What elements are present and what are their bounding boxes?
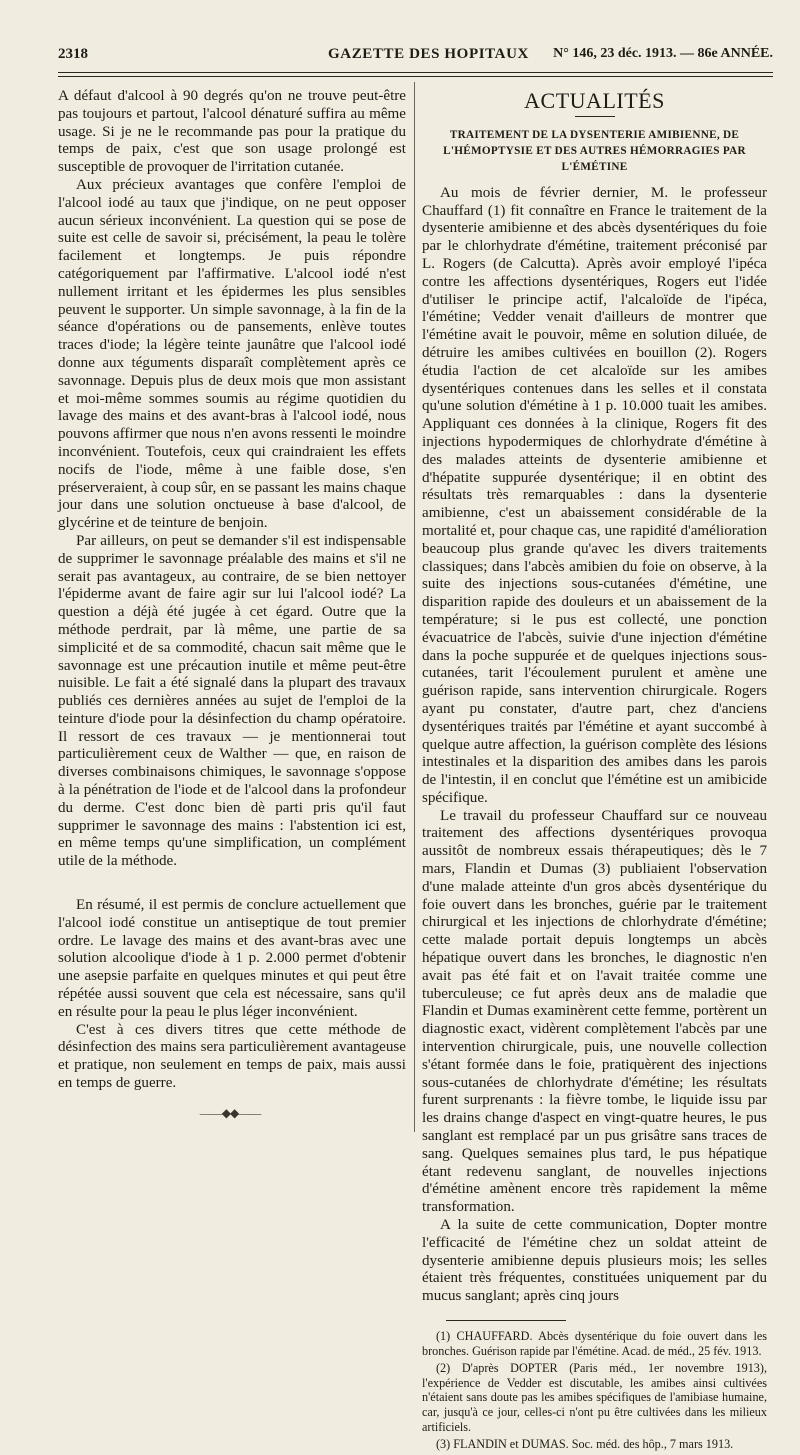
page-header — [58, 46, 773, 68]
paragraph: En résumé, il est permis de conclure actuellement que l'alcool iodé constitue un antiseptique de tout premier ordre. Le lavage des mains et des avant-bras avec une solution alcoolique d'iode à 1 p. 2.000 permet d'obtenir une asepsie parfaite en quelques minutes et qui peut être répétée aussi souvent que cela est nécessaire, sans qu'il en résulte pour la peau le plus léger inconvénient. — [58, 897, 406, 1020]
footnotes-rule — [446, 1320, 566, 1321]
paragraph: A défaut d'alcool à 90 degrés qu'on ne trouve peut-être pas toujours et partout, l'alcool dénaturé suffira au même usage. Si je ne le recommande pas pour la pratique du temps de paix, c'est que son usage prolongé est susceptible de provoquer de l'irritation cutanée. — [58, 88, 406, 176]
footnote: (1) CHAUFFARD. Abcès dysentérique du foie ouvert dans les bronches. Guérison rapide par l'émétine. Acad. de méd., 25 fév. 1913. — [422, 1329, 767, 1358]
left-column — [58, 88, 406, 1093]
section-title: ACTUALITÉS — [524, 88, 665, 113]
journal-title: GAZETTE DES HOPITAUX — [328, 46, 529, 62]
paragraph: Aux précieux avantages que confère l'emploi de l'alcool iodé au taux que j'indique, on ne peut opposer aucun sérieux inconvénient. La question qui se pose de suite est celle de savoir si, précisément, la peau le tolère facilement et longtemps. Je puis répondre catégoriquement par l'affirmative. L'alcool iodé n'est nullement irritant et les épidermes les plus sensibles peuvent le supporter. Un simple savonnage, à la fin de la séance d'opérations ou de pansements, enlève toutes traces d'iode; la légère teinte jaunâtre que l'alcool iodé donne aux téguments disparaît complètement après ce savonnage. Depuis plus de deux mois que mon assistant et moi-même sommes soumis au régime quotidien du lavage des mains et des avant-bras à l'alcool iodé, nous pouvons affirmer que nous n'en avons ressenti le moindre inconvénient. Toutefois, ceux qui craindraient les effets nocifs de l'iode, même à une faible dose, s'en préserveraient, à coup sûr, en se passant les mains chaque jour dans une solution onctueuse à base d'alcool, de glycérine et de teinture de benjoin. — [58, 176, 406, 532]
header-rule — [58, 72, 773, 73]
header-rule-double — [58, 76, 773, 77]
right-column — [422, 88, 767, 1455]
paragraph: Le travail du professeur Chauffard sur ce nouveau traitement des affections dysentériques provoqua aussitôt de nombreux essais thérapeutiques; dès le 7 mars, Flandin et Dumas (3) publiaient l'observation d'une malade atteinte d'un gros abcès dysentérique du foie ouvert dans les bronches, guérie par le traitement chirurgical et les injections de chlorhydrate d'émétine; cette malade portait depuis longtemps un abcès hépatique ouvert dans les bronches, le diagnostic n'en avait pas été fait et on l'avait traitée comme une tuberculeuse; ce fut après deux ans de maladie que Flandin et Dumas examinèrent cette femme, portèrent un diagnostic exact, vidèrent complètement l'abcès par une intervention chirurgicale, puis, une nouvelle collection s'étant formée dans le foie, pratiquèrent des injections sous-cutanées de chlorhydrate d'émétine; les résultats furent surprenants : la fièvre tombe, le liquide issu par les drains change d'aspect en vingt-quatre heures, le pus sanglant est remplacé par un pus grisâtre sans traces de sang. Quelques semaines plus tard, le pus hépatique étant redevenu sanglant, de nouvelles injections d'émétine amènent encore très rapidement la même transformation. — [422, 807, 767, 1216]
footnote: (3) FLANDIN et DUMAS. Soc. méd. des hôp., 7 mars 1913. — [436, 1437, 734, 1452]
footnotes — [422, 1329, 767, 1452]
paragraph: Au mois de février dernier, M. le professeur Chauffard (1) fit connaître en France le traitement de la dysenterie amibienne et des abcès dysentériques du foie par le chlorhydrate d'émétine, traitement préconisé par L. Rogers (de Calcutta). Après avoir employé l'ipéca contre les affections dysentériques, Rogers eut l'idée d'utiliser le principe actif, l'alcaloïde de l'ipéca, l'émétine; Vedder venait d'ailleurs de montrer que l'émétine avait le pouvoir, même en solution diluée, de détruire les amibes cultivées en bouillon (2). Rogers étudia l'action de cet alcaloïde sur les amibes dysentériques contenues dans les selles et il constata qu'une solution d'émétine à 1 p. 10.000 tuait les amibes. Appliquant ces données à la clinique, Rogers fit des injections hypodermiques de chlorhydrate d'émétine à des malades atteints de dysenterie amibienne et d'hépatite suppurée dysentérique; il en obtint des résultats très remarquables : dans la dysenterie amibienne, c'est un abaissement considérable de la mortalité et, pour chaque cas, une rapidité d'amélioration beaucoup plus grande qu'avec les divers traitements classiques; dans l'abcès amibien du foie on observe, à la suite des injections sous-cutanées d'émétine, une disparition rapide des douleurs et un abaissement de la température; si le pus est collecté, une ponction évacuatrice de l'abcès, suivie d'une injection d'émétine dans la poche suppurée et de quelques injections sous-cutanées, tarit l'écoulement purulent et amène une guérison rapide, sans intervention chirurgicale. Rogers ayant pu constater, d'autre part, chez d'anciens dysentériques traités par l'émétine et ayant succombé à quelque autre affection, la guérison complète des lésions intestinales et la disparition des amibes dans les parois de l'intestin, il en conclut que l'émétine est un amibicide spécifique. — [422, 184, 767, 806]
footnote: (2) D'après DOPTER (Paris méd., 1er novembre 1913), l'expérience de Vedder est discutable, les amibes ainsi cultivées n'étaient sans doute pas les amibes spécifiques de l'amibiase humaine, car, jusqu'à ce jour, celles-ci n'ont pu être cultivées dans les milieux artificiels. — [422, 1361, 767, 1434]
column-divider — [414, 82, 415, 1132]
page-number: 2318 — [58, 46, 88, 62]
article-title: TRAITEMENT DE LA DYSENTERIE AMIBIENNE, DE L'HÉMOPTYSIE ET DES AUTRES HÉMORRAGIES PAR L'ÉMÉTINE — [443, 128, 746, 173]
paragraph: C'est à ces divers titres que cette méthode de désinfection des mains sera particulièrement avantageuse et pratique, non seulement en temps de paix, mais aussi en temps de guerre. — [58, 1021, 406, 1092]
section-rule — [575, 116, 615, 117]
issue-info: N° 146, 23 déc. 1913. — 86e ANNÉE. — [553, 46, 773, 61]
paragraph: Par ailleurs, on peut se demander s'il est indispensable de supprimer le savonnage préalable des mains et s'il ne serait pas avantageux, au contraire, de se bien nettoyer l'épiderme avant de faire agir sur lui l'alcool iodé? La question a déjà été jugée à cet égard. Outre que la méthode perdrait, par là même, une partie de sa simplicité et de sa commodité, chacun sait même que le savonnage est une précaution inutile et même peut-être nuisible. Le fait a été signalé dans la plupart des travaux publiés ces dernières années au sujet de l'emploi de la teinture d'iode pour la désinfection du champ opératoire. Il ressort de ces travaux — je mentionnerai tout particulièrement ceux de Walther — que, en raison de diverses combinaisons chimiques, le savonnage s'oppose à la pénétration de l'iode et de l'alcool dans la profondeur du derme. C'est donc bien dè parti pris qu'il faut supprimer le savonnage des mains : l'abstention ici est, en même temps qu'une simplification, un complément utile de la méthode. — [58, 532, 406, 870]
paragraph: A la suite de cette communication, Dopter montre l'efficacité de l'émétine chez un soldat atteint de dysenterie amibienne depuis plusieurs mois; les selles étaient très fréquentes, constituées uniquement par du mucus sanglant; après cinq jours — [422, 1217, 767, 1305]
end-ornament: ——◆◆—— — [199, 1106, 261, 1120]
